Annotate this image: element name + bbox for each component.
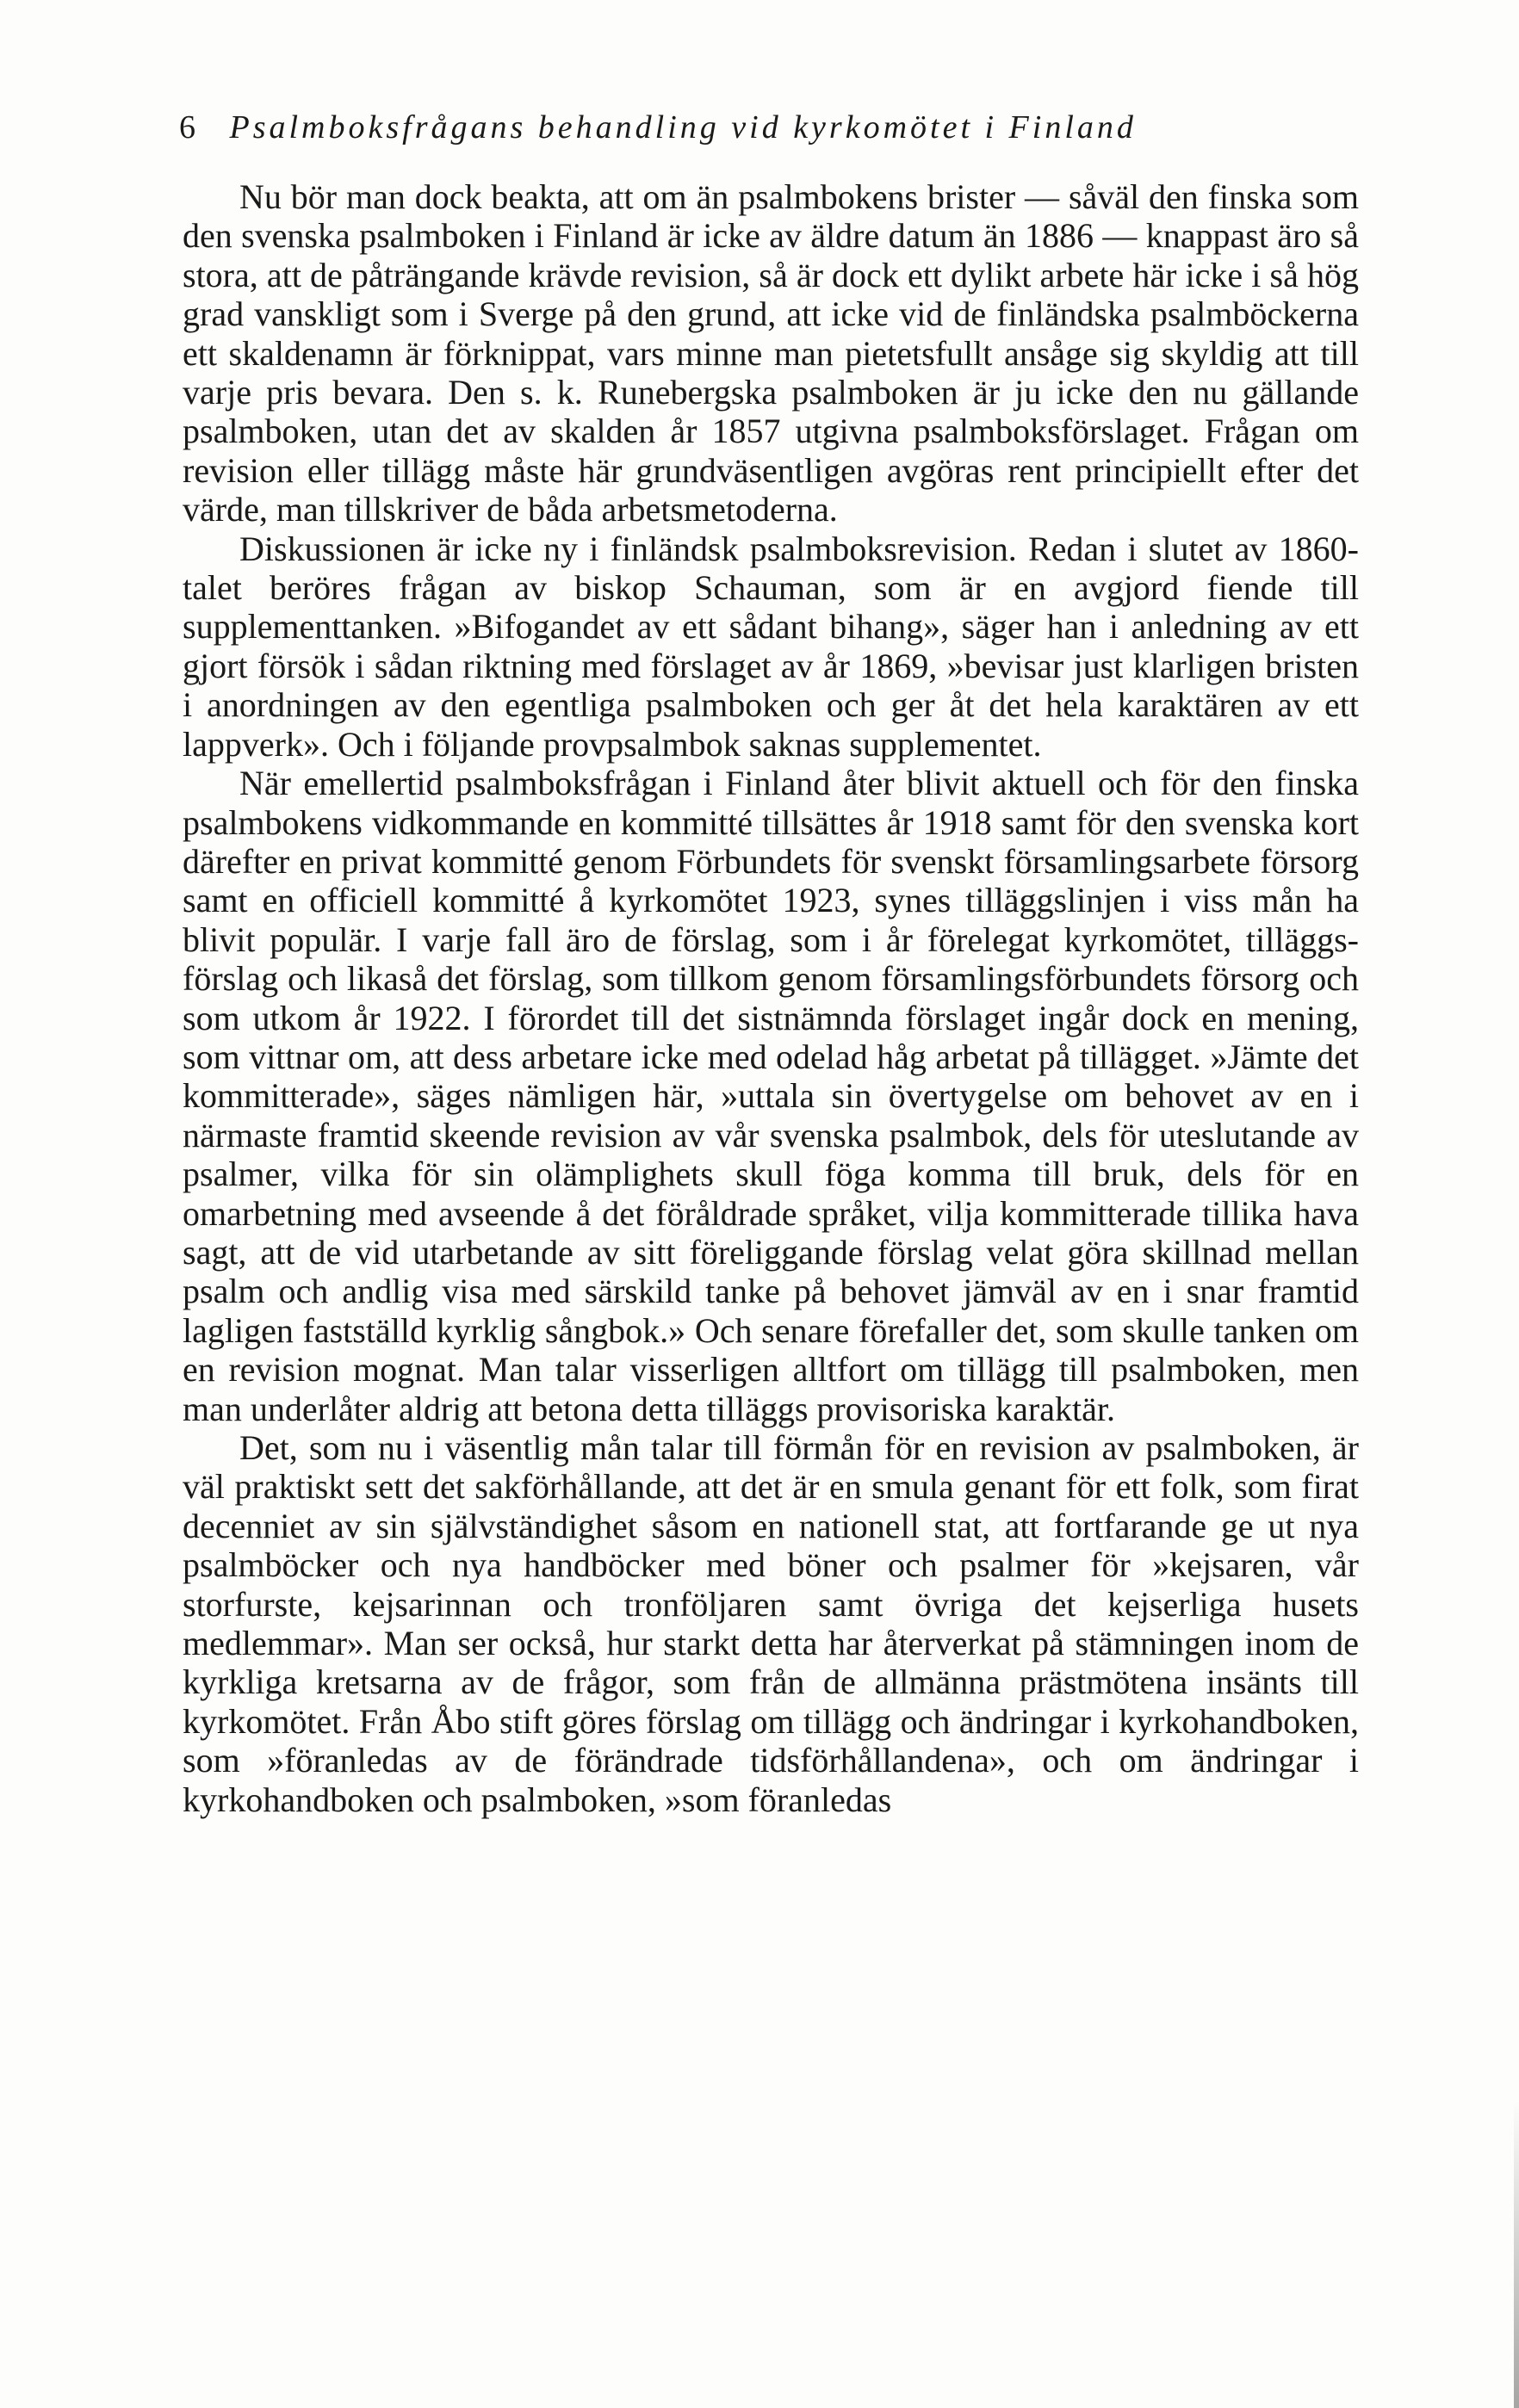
page-number: 6: [179, 109, 195, 145]
scan-edge-shadow: [1514, 2101, 1519, 2408]
paragraph: Det, som nu i väsentlig mån talar till förmån för en revision av psalmboken, är väl praktiskt sett det sakförhållande, att det är en smula genant för ett folk, som firat decenniet av sin självständighet såsom en nationell stat, att fortfarande ge ut nya psalmböcker och nya handböcker med böner och psalmer för »kejsaren, vår storfurste, kejsarinnan och tronföljaren samt övriga det kejserliga husets medlemmar». Man ser också, hur starkt detta har återverkat på stämningen inom de kyrkliga kretsarna av de frågor, som från de allmänna prästmötena insänts till kyrkomötet. Från Åbo stift göres förslag om tillägg och ändringar i kyrkohandboken, som »föranledas av de förändrade tidsförhållandena», och om ändringar i kyrkohandboken och psalmboken, »som föranledas: [183, 1428, 1359, 1819]
running-head: [179, 107, 1367, 148]
body-text: [183, 177, 1359, 1819]
paragraph: Nu bör man dock beakta, att om än psalmbokens brister — såväl den finska som den svenska psalmboken i Finland är icke av äldre datum än 1886 — knappast äro så stora, att de påträngande krävde revision, så är dock ett dylikt arbete här icke i så hög grad vanskligt som i Sverge på den grund, att icke vid de finländska psalmböckerna ett skaldenamn är förknippat, vars minne man pietetsfullt ansåge sig skyldig att till varje pris bevara. Den s. k. Runebergska psalmboken är ju icke den nu gällande psalmboken, utan det av skalden år 1857 utgivna psalmboksförslaget. Frågan om revision eller tillägg måste här grundväsentligen avgöras rent principiellt efter det värde, man tillskriver de båda arbetsmetoderna.: [183, 177, 1359, 529]
paragraph: När emellertid psalmboksfrågan i Finland åter blivit aktuell och för den finska psalmbokens vidkommande en kommitté tillsättes år 1918 samt för den svenska kort därefter en privat kommitté genom Förbundets för svenskt församlingsarbete försorg samt en officiell kommitté å kyrkomötet 1923, synes tilläggslinjen i viss mån ha blivit populär. I varje fall äro de förslag, som i år förelegat kyrkomötet, tilläggsförslag och likaså det förslag, som tillkom genom församlingsförbundets försorg och som utkom år 1922. I förordet till det sistnämnda förslaget ingår dock en mening, som vittnar om, att dess arbetare icke med odelad håg arbetat på tillägget. »Jämte det kommitterade», säges nämligen här, »uttala sin övertygelse om behovet av en i närmaste framtid skeende revision av vår svenska psalmbok, dels för uteslutande av psalmer, vilka för sin olämplighets skull föga komma till bruk, dels för en omarbetning med avseende å det föråldrade språket, vilja kommitterade tillika hava sagt, att de vid utarbetande av sitt föreliggande förslag velat göra skillnad mellan psalm och andlig visa med särskild tanke på behovet jämväl av en i snar framtid lagligen fastställd kyrklig sångbok.» Och senare förefaller det, som skulle tanken om en revision mognat. Man talar visserligen alltfort om tillägg till psalmboken, men man underlåter aldrig att betona detta tilläggs provisoriska karaktär.: [183, 764, 1359, 1428]
running-head-title: Psalmboksfrågans behandling vid kyrkomötet i Finland: [229, 109, 1137, 145]
paragraph: Diskussionen är icke ny i finländsk psalmboksrevision. Redan i slutet av 1860-talet beröres frågan av biskop Schauman, som är en avgjord fiende till supplementtanken. »Bifogandet av ett sådant bihang», säger han i anledning av ett gjort försök i sådan riktning med förslaget av år 1869, »bevisar just klarligen bristen i anordningen av den egentliga psalmboken och ger åt det hela karaktären av ett lappverk». Och i följande provpsalmbok saknas supplementet.: [183, 529, 1359, 764]
